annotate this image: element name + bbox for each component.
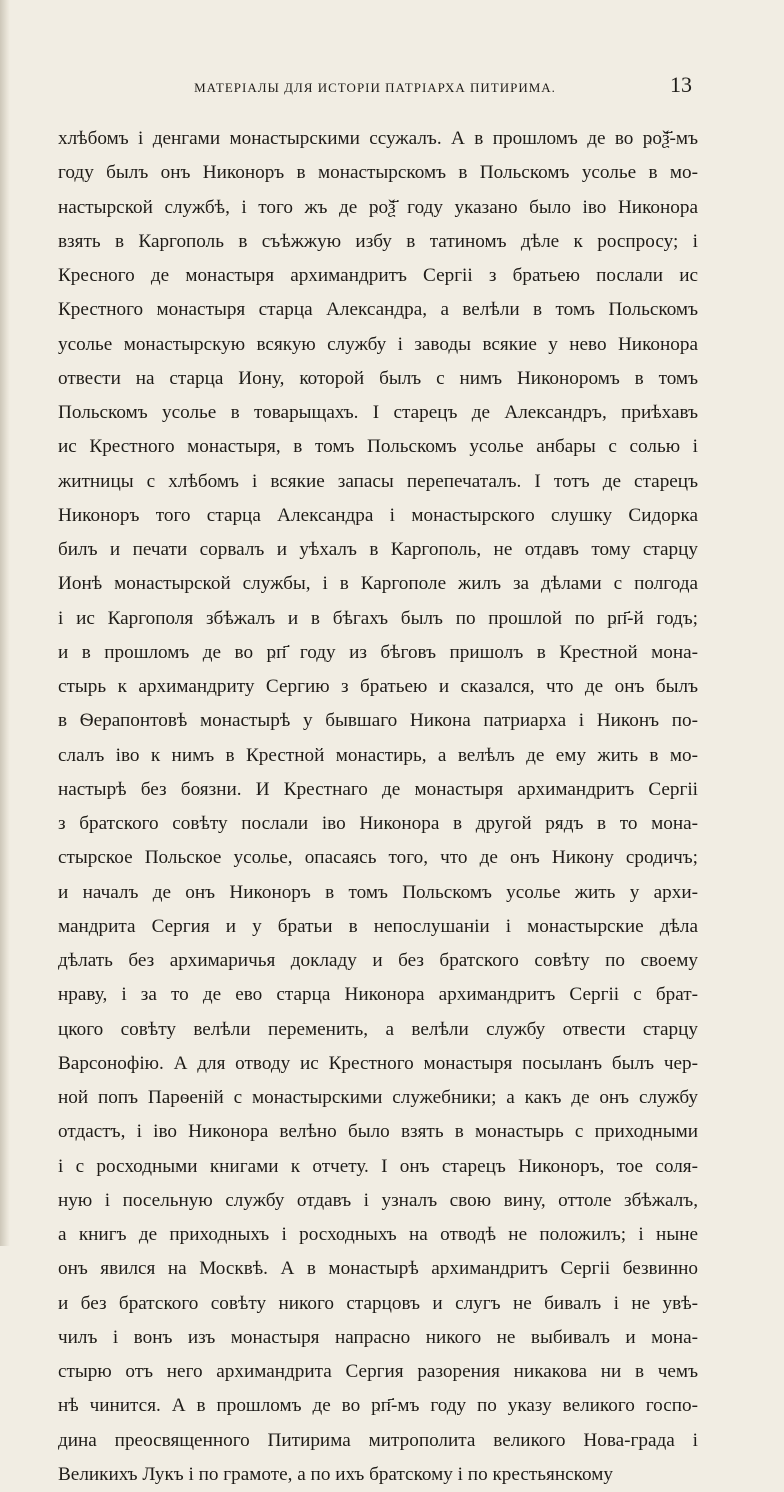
text-line: усолье монастырскую всякую службу і заводы всякие у нево Никонора [58, 333, 698, 355]
text-line: отдастъ, і іво Никонора велѣно было взять в монастырь с приходными [58, 1121, 698, 1143]
text-line: ной попъ Парѳеній с монастырскими служебники; а какъ де онъ службу [58, 1087, 698, 1108]
running-header: МАТЕРІАЛЫ ДЛЯ ИСТОРІИ ПАТРІАРХА ПИТИРИМА. [194, 80, 556, 95]
text-line: мандрита Сергия и у братьи в непослушаніи і монастырские дѣла [58, 915, 698, 937]
text-body [58, 122, 698, 1492]
text-line: и в прошломъ де во ҏп҃ году из бѣговъ пришолъ в Крестной мона- [58, 641, 698, 663]
text-line: настырской службѣ, і того жъ де ҏоѯ҃ году указано было іво Никонора [58, 196, 698, 218]
text-line: і с росходными книгами к отчету. І онъ старецъ Никоноръ, тое соля- [58, 1155, 698, 1177]
text-line: Никоноръ того старца Александра і монастырского слушку Сидорка [58, 504, 698, 526]
text-line: Кресного де монастыря архимандритъ Сергіі з братьею послали ис [58, 265, 698, 286]
text-line: житницы с хлѣбомъ і всякие запасы перепечаталъ. І тотъ де старецъ [58, 470, 698, 492]
text-line: слалъ іво к нимъ в Крестной монастирь, а велѣлъ де ему жить в мо- [58, 744, 698, 766]
text-line: Крестного монастыря старца Александра, а велѣли в томъ Польскомъ [58, 299, 698, 321]
text-line: в Ѳерапонтовѣ монастырѣ у бывшаго Никона патриарха і Никонъ по- [58, 710, 698, 732]
text-line: а книгъ де приходныхъ і росходныхъ на отводѣ не положилъ; і ныне [58, 1224, 698, 1245]
text-line: нѣ чинится. А в прошломъ де во ҏп҃-мъ году по указу великого госпо- [58, 1395, 698, 1417]
text-line: Великихъ Лукъ і по грамоте, а по ихъ братскому і по крестьянскому [58, 1463, 613, 1485]
text-line: стырское Польское усолье, опасаясь того, что де онъ Никону сродичъ; [58, 847, 698, 869]
text-line: нраву, і за то де ево старца Никонора архимандритъ Сергіі с брат- [58, 984, 698, 1006]
text-line: ис Крестного монастыря, в томъ Польскомъ усолье анбары с солью і [58, 436, 698, 458]
text-line: и началъ де онъ Никоноръ в томъ Польскомъ усолье жить у архи- [58, 881, 698, 903]
text-line: дина преосвященного Питирима митрополита великого Нова-града і [58, 1429, 698, 1451]
text-line: Ионѣ монастырской службы, і в Каргополе жилъ за дѣлами с полгода [58, 573, 698, 595]
text-line: стырю отъ него архимандрита Сергия разорения никакова ни в чемъ [58, 1361, 698, 1382]
text-line: хлѣбомъ і денгами монастырскими ссужалъ. А в прошломъ де во ҏоѯ҃-мъ [58, 128, 698, 149]
text-line: і ис Каргополя збѣжалъ и в бѣгахъ былъ по прошлой по ҏп҃-й годъ; [58, 607, 698, 629]
text-line: и без братского совѣту никого старцовъ и слугъ не бивалъ і не увѣ- [58, 1292, 698, 1314]
text-line: билъ и печати сорвалъ и уѣхалъ в Каргополь, не отдавъ тому старцу [58, 539, 698, 560]
text-line: стырь к архимандриту Сергию з братьею и сказался, что де онъ былъ [58, 676, 698, 697]
text-line: цкого совѣту велѣли переменить, а велѣли службу отвести старцу [58, 1018, 698, 1040]
text-line: году былъ онъ Никоноръ в монастырскомъ в Польскомъ усолье в мо- [58, 162, 698, 184]
text-line: чилъ і вонъ изъ монастыря напрасно никого не выбивалъ и мона- [58, 1326, 698, 1348]
text-line: дѣлать без архимаричья докладу и без братского совѣту по своему [58, 950, 698, 971]
text-line: онъ явился на Москвѣ. А в монастырѣ архимандритъ Сергіі безвинно [58, 1258, 698, 1280]
text-line: Варсонофію. А для отводу ис Крестного монастыря посыланъ былъ чер- [58, 1052, 698, 1074]
text-line: настырѣ без боязни. И Крестнаго де монастыря архимандритъ Сергіі [58, 778, 698, 800]
text-line: з братского совѣту послали іво Никонора в другой рядъ в то мона- [58, 813, 698, 834]
page-number: 13 [670, 72, 692, 97]
text-line: Польскомъ усолье в товарыщахъ. І старецъ де Александръ, приѣхавъ [58, 402, 698, 423]
text-line: отвести на старца Иону, которой былъ с нимъ Никоноромъ в томъ [58, 367, 698, 389]
text-line: взять в Каргополь в съѣжжую избу в татиномъ дѣле к роспросу; і [58, 230, 698, 252]
page-edge [0, 0, 10, 1246]
text-line: ную і посельную службу отдавъ і узналъ свою вину, оттоле збѣжалъ, [58, 1189, 698, 1211]
